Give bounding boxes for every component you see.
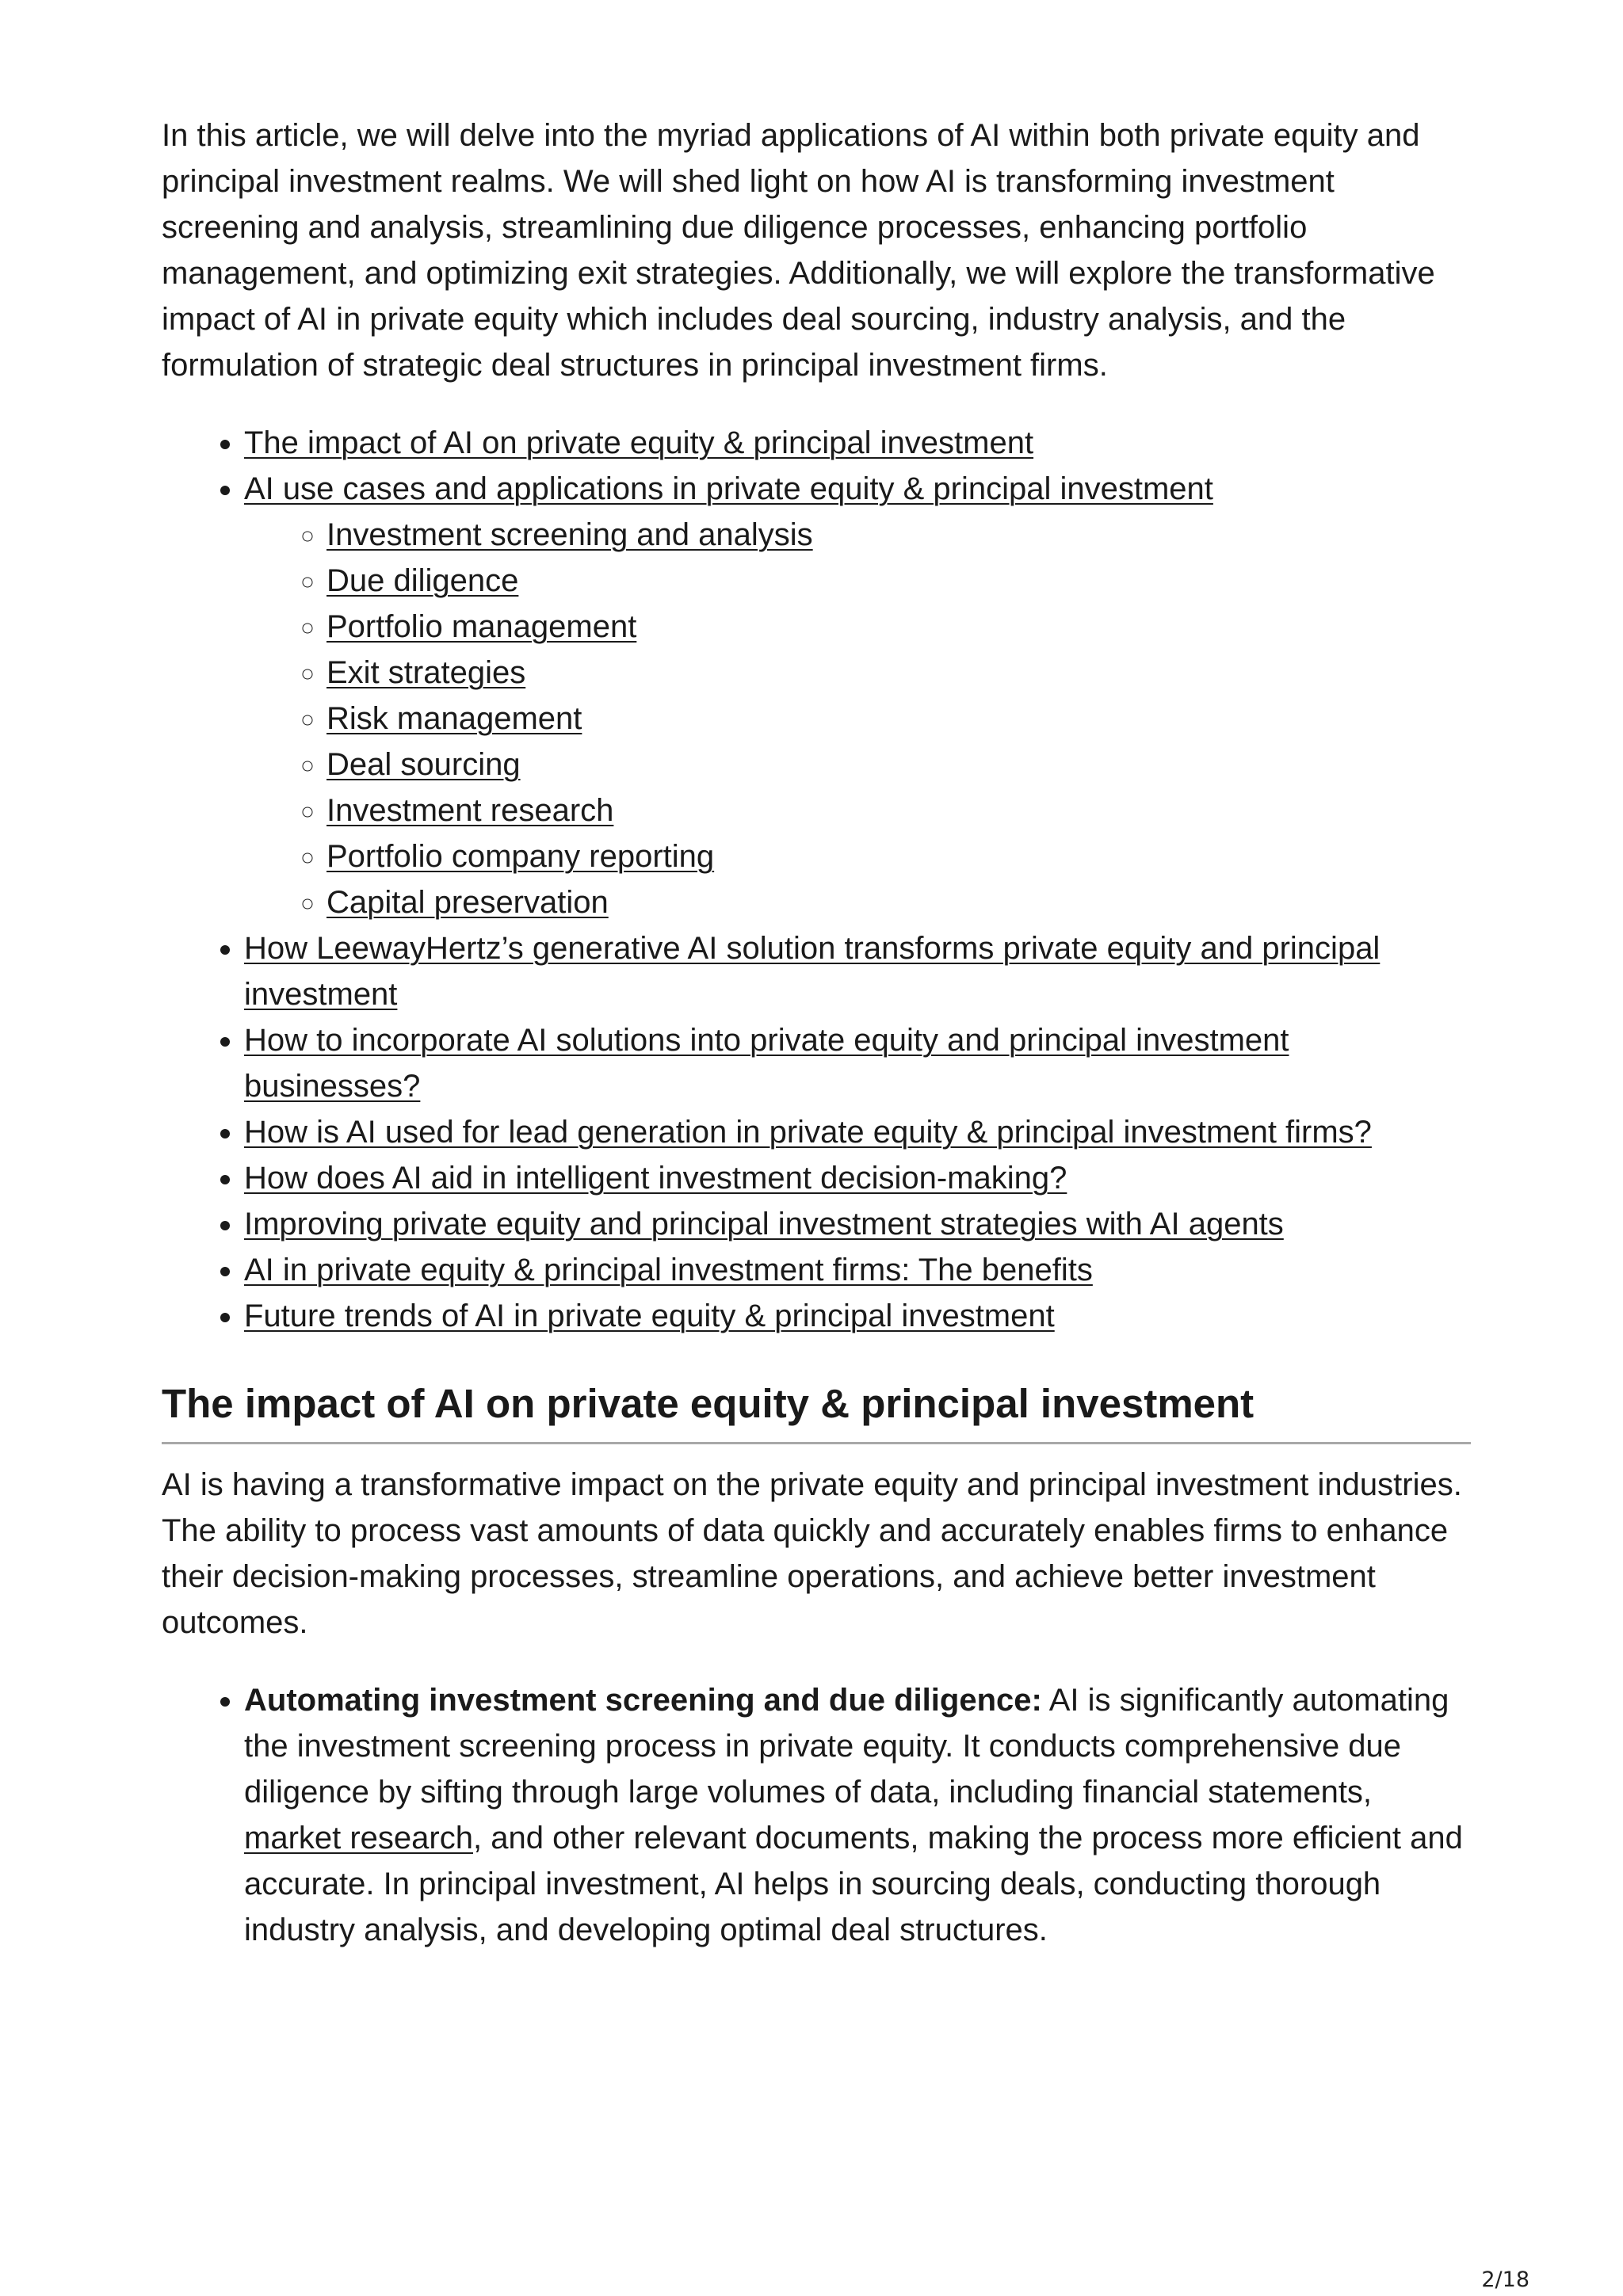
toc-link-due-diligence[interactable]: Due diligence xyxy=(327,563,519,598)
bullet-title: Automating investment screening and due diligence: xyxy=(244,1683,1042,1718)
toc-item xyxy=(244,466,1471,925)
toc-link-leewayhertz-solution[interactable]: How LeewayHertz’s generative AI solution transforms private equity and principal investment xyxy=(244,931,1381,1012)
toc-link-future-trends[interactable]: Future trends of AI in private equity & principal investment xyxy=(244,1299,1055,1333)
toc-link-impact[interactable]: The impact of AI on private equity & principal investment xyxy=(244,425,1034,460)
article-page xyxy=(162,113,1471,1953)
toc-subitem xyxy=(327,558,1471,604)
toc-subitem xyxy=(327,696,1471,742)
toc-subitem xyxy=(327,650,1471,696)
toc-item xyxy=(244,1017,1471,1109)
toc-link-portfolio-company-reporting[interactable]: Portfolio company reporting xyxy=(327,839,715,874)
toc-link-deal-sourcing[interactable]: Deal sourcing xyxy=(327,747,521,782)
section-bullet-list xyxy=(162,1677,1471,1953)
intro-paragraph: In this article, we will delve into the myriad applications of AI within both private equity and principal investment realms. We will shed light on how AI is transforming investment screening and analysis, streamlining due diligence processes, enhancing portfolio management, and optimizing exit strategies. Additionally, we will explore the transformative impact of AI in private equity which includes deal sourcing, industry analysis, and the formulation of strategic deal structures in principal investment firms. xyxy=(162,118,1435,383)
bullet-text-continued: , and other relevant documents, making the process more efficient and accurate. In principal investment, AI helps in sourcing deals, conducting thorough industry analysis, and developing optimal deal structures. xyxy=(244,1821,1463,1947)
toc-item xyxy=(244,925,1471,1017)
toc-link-incorporate-ai[interactable]: How to incorporate AI solutions into private equity and principal investment businesses? xyxy=(244,1023,1289,1104)
toc-item xyxy=(244,1247,1471,1293)
section-heading: The impact of AI on private equity & principal investment xyxy=(162,1379,1471,1444)
toc-link-exit-strategies[interactable]: Exit strategies xyxy=(327,655,526,690)
toc-link-decision-making[interactable]: How does AI aid in intelligent investment decision-making? xyxy=(244,1161,1067,1196)
toc-subitem xyxy=(327,512,1471,558)
toc-link-portfolio-management[interactable]: Portfolio management xyxy=(327,609,637,644)
toc-link-use-cases[interactable]: AI use cases and applications in private equity & principal investment xyxy=(244,471,1213,506)
toc-item xyxy=(244,1293,1471,1339)
toc-link-investment-research[interactable]: Investment research xyxy=(327,793,614,828)
toc-link-ai-agents[interactable]: Improving private equity and principal investment strategies with AI agents xyxy=(244,1207,1284,1241)
table-of-contents xyxy=(162,420,1471,1339)
toc-subitem xyxy=(327,742,1471,788)
toc-subitem xyxy=(327,604,1471,650)
toc-link-benefits[interactable]: AI in private equity & principal investment firms: The benefits xyxy=(244,1253,1093,1287)
toc-item xyxy=(244,420,1471,466)
page-number: 2/18 xyxy=(1481,2267,1529,2292)
market-research-link[interactable]: market research xyxy=(244,1821,473,1855)
toc-link-risk-management[interactable]: Risk management xyxy=(327,701,582,736)
toc-sublist xyxy=(244,512,1471,925)
toc-link-investment-screening[interactable]: Investment screening and analysis xyxy=(327,517,813,552)
toc-subitem xyxy=(327,879,1471,925)
toc-item xyxy=(244,1109,1471,1155)
section-paragraph: AI is having a transformative impact on the private equity and principal investment industries. The ability to process vast amounts of data quickly and accurately enables firms to enhance their decision-making processes, streamline operations, and achieve better investment outcomes. xyxy=(162,1467,1462,1640)
toc-subitem xyxy=(327,833,1471,879)
toc-item xyxy=(244,1201,1471,1247)
toc-link-capital-preservation[interactable]: Capital preservation xyxy=(327,885,609,920)
toc-link-lead-generation[interactable]: How is AI used for lead generation in private equity & principal investment firms? xyxy=(244,1115,1372,1150)
bullet-text: AI is significantly automating the investment screening process in private equity. It conducts comprehensive due diligence by sifting through large volumes of data, including financial statements, xyxy=(244,1683,1449,1810)
toc-subitem xyxy=(327,788,1471,833)
list-item xyxy=(244,1677,1471,1953)
toc-item xyxy=(244,1155,1471,1201)
